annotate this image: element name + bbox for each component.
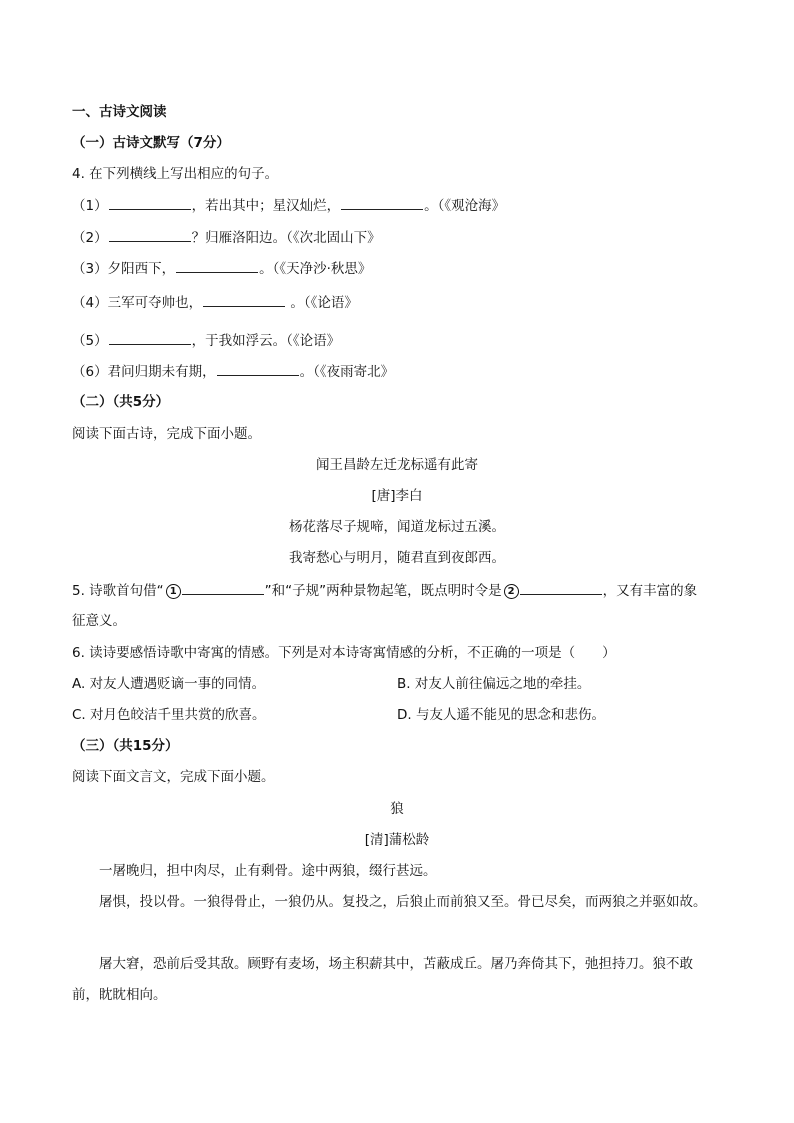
paragraph-1: 一屠晚归，担中肉尽，止有剩骨。途中两狼，缀行甚远。: [99, 863, 437, 879]
answer-blank[interactable]: [341, 195, 423, 210]
item-3: [72, 258, 371, 279]
circled-number-1-icon: 1: [166, 584, 181, 599]
item-6: [72, 361, 394, 382]
item-text: 。（《夜雨寄北》: [299, 364, 395, 380]
part2-intro: 阅读下面古诗，完成下面小题。: [72, 426, 261, 442]
poem-line-1: 杨花落尽子规啼，闻道龙标过五溪。: [289, 519, 505, 535]
option-a[interactable]: A. 对友人遭遇贬谪一事的同情。: [72, 676, 266, 692]
item-text: 。（《天净沙·秋思》: [259, 261, 372, 277]
question-5: [72, 580, 697, 601]
poem-line-2: 我寄愁心与明月，随君直到夜郎西。: [289, 550, 505, 566]
paragraph-3: 屠大窘，恐前后受其敌。顾野有麦场，场主积薪其中，苫蔽成丘。屠乃奔倚其下，弛担持刀。狼不敢前，眈眈相向。: [72, 956, 693, 1003]
option-c[interactable]: C. 对月色皎洁千里共赏的欣喜。: [72, 707, 266, 723]
item-text: ，若出其中；星汉灿烂，: [191, 198, 341, 214]
circled-number-2-icon: 2: [504, 584, 519, 599]
answer-blank[interactable]: [109, 195, 191, 210]
item-label: （1）: [72, 198, 108, 214]
q5-text: ，又有丰富的象: [602, 583, 698, 599]
answer-blank[interactable]: [109, 330, 191, 345]
item-4: [72, 292, 358, 313]
item-label: （4）三军可夺帅也，: [72, 295, 203, 311]
text-title: 狼: [390, 801, 404, 817]
poem-author: [唐]李白: [371, 488, 423, 504]
answer-blank[interactable]: [203, 292, 285, 307]
item-source: 。（《观沧海》: [424, 198, 506, 214]
paragraph-2: 屠惧，投以骨。一狼得骨止，一狼仍从。复投之，后狼止而前狼又至。骨已尽矣，而两狼之并驱如故。: [99, 894, 707, 910]
answer-blank[interactable]: [182, 580, 264, 595]
item-label: （5）: [72, 333, 108, 349]
answer-blank[interactable]: [109, 227, 191, 242]
item-1: [72, 195, 505, 216]
part1-header: （一）古诗文默写（7分）: [72, 135, 230, 151]
question-4: 4. 在下列横线上写出相应的句子。: [72, 166, 279, 182]
item-5: [72, 330, 340, 351]
part2-header: （二）（共5分）: [72, 394, 170, 410]
section-title: 一、古诗文阅读: [72, 104, 167, 120]
poem-title: 闻王昌龄左迁龙标遥有此寄: [316, 457, 478, 473]
item-label: （6）君问归期未有期，: [72, 364, 216, 380]
q5-text: 5. 诗歌首句借“: [72, 583, 164, 599]
text-author: [清]蒲松龄: [364, 832, 430, 848]
item-text: ？归雁洛阳边。（《次北固山下》: [191, 230, 381, 246]
item-2: [72, 227, 381, 248]
item-label: （2）: [72, 230, 108, 246]
item-text: 。（《论语》: [286, 295, 358, 311]
question-6: 6. 读诗要感悟诗歌中寄寓的情感。下列是对本诗寄寓情感的分析，不正确的一项是（ ）: [72, 645, 616, 661]
item-label: （3）夕阳西下，: [72, 261, 176, 277]
part3-intro: 阅读下面文言文，完成下面小题。: [72, 769, 275, 785]
answer-blank[interactable]: [217, 361, 299, 376]
answer-blank[interactable]: [176, 258, 258, 273]
q5-text: ”和“子规”两种景物起笔，既点明时令是: [264, 583, 502, 599]
option-d[interactable]: D. 与友人遥不能见的思念和悲伤。: [397, 707, 605, 723]
answer-blank[interactable]: [520, 580, 602, 595]
part3-header: （三）（共15分）: [72, 738, 179, 754]
option-b[interactable]: B. 对友人前往偏远之地的牵挂。: [397, 676, 591, 692]
item-text: ，于我如浮云。（《论语》: [191, 333, 341, 349]
question-5-cont: 征意义。: [72, 613, 126, 629]
